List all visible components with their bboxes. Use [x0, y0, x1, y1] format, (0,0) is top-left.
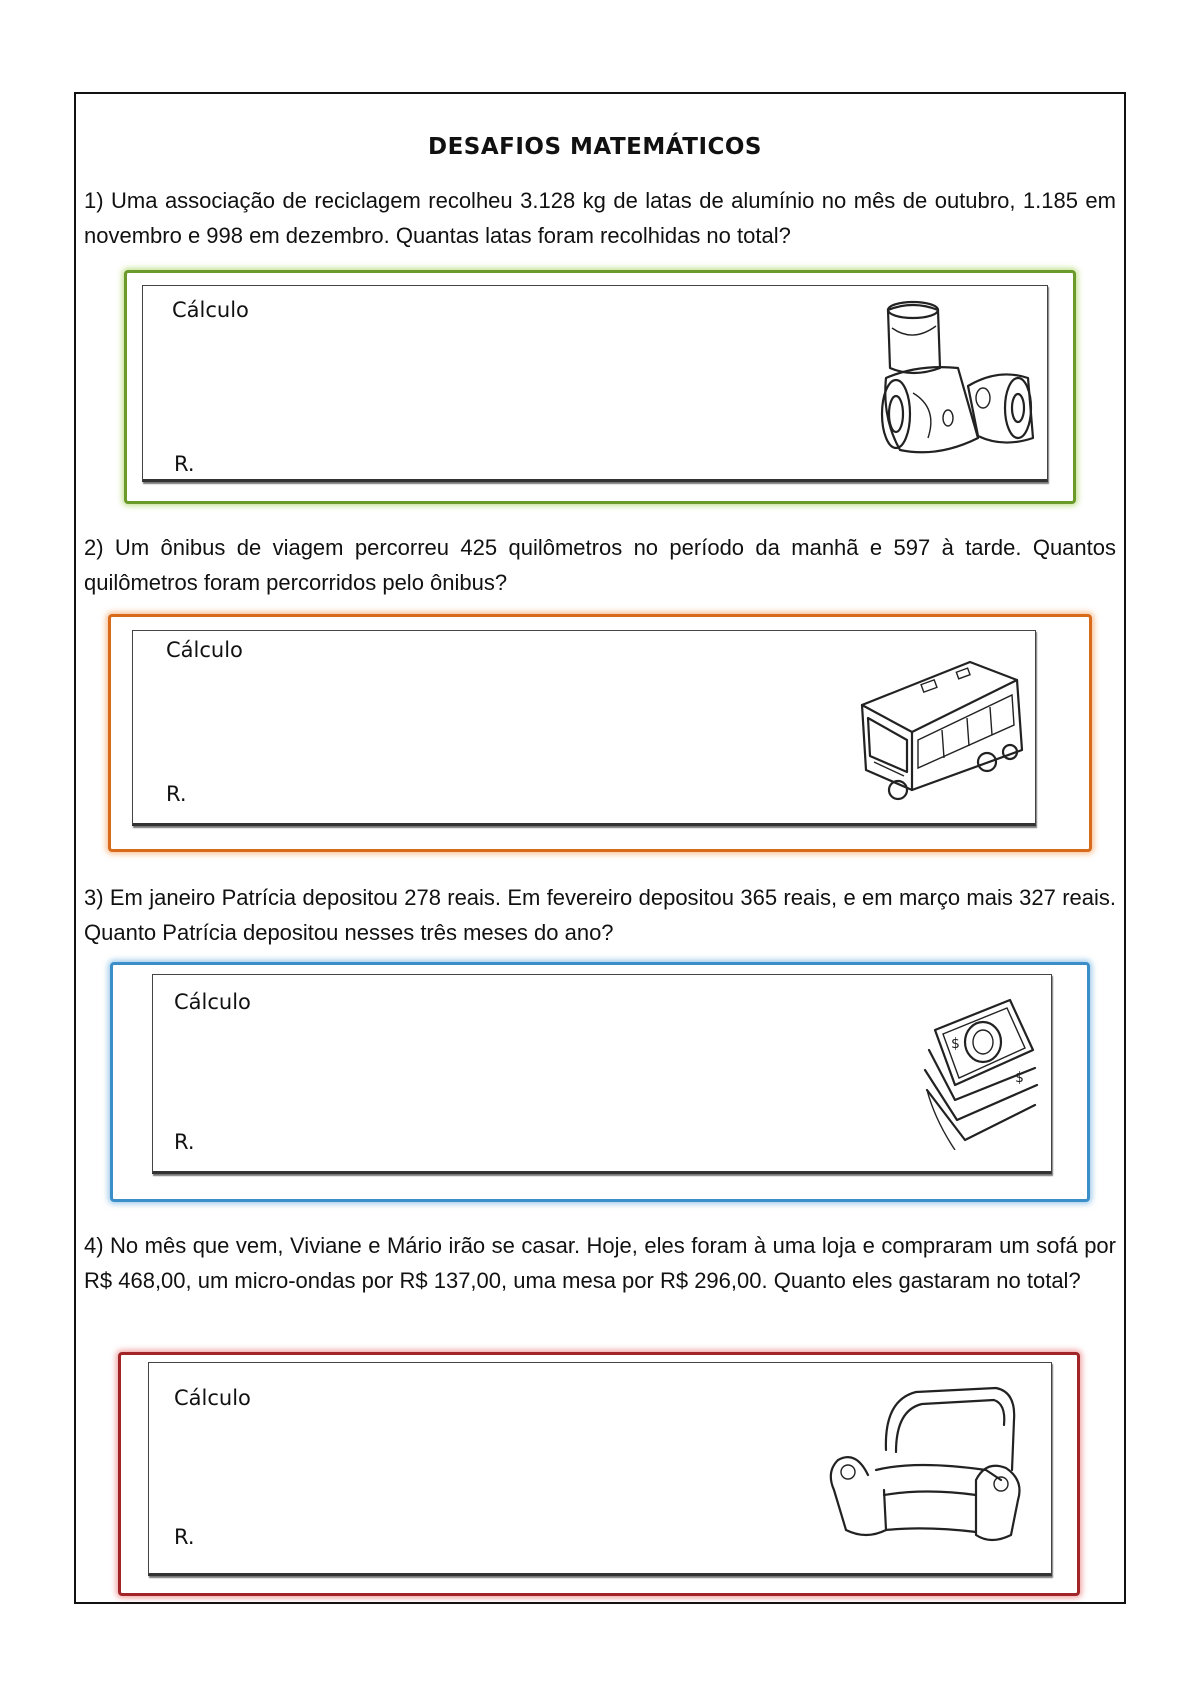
worksheet-title: DESAFIOS MATEMÁTICOS — [427, 134, 762, 160]
svg-text:$: $ — [1015, 1070, 1024, 1086]
banknotes-icon — [915, 990, 1045, 1150]
problem-2-calc-label: Cálculo — [166, 638, 243, 662]
problem-3-answer-label: R. — [174, 1130, 195, 1154]
problem-3-calc-label: Cálculo — [174, 990, 251, 1014]
problem-1-text: 1) Uma associação de reciclagem recolheu 3.128 kg de latas de alumínio no mês de outubro, 1.185 em novembro e 998 em dezembro. Quantas latas foram recolhidas no total? — [84, 188, 1116, 248]
problem-2-text: 2) Um ônibus de viagem percorreu 425 quilômetros no período da manhã e 597 à tarde. Quantos quilômetros foram percorridos pelo ônibus? — [84, 535, 1116, 595]
problem-4-text: 4) No mês que vem, Viviane e Mário irão se casar. Hoje, eles foram à uma loja e compraram um sofá por R$ 468,00, um micro-ondas por R$ 137,00, uma mesa por R$ 296,00. Quanto eles gastaram no total? — [84, 1233, 1116, 1293]
problem-1-answer-label: R. — [174, 452, 195, 476]
problem-2-answer-label: R. — [166, 782, 187, 806]
sofa-icon — [826, 1380, 1026, 1550]
svg-text:$: $ — [951, 1036, 960, 1052]
problem-4-calc-label: Cálculo — [174, 1386, 251, 1410]
problem-1-calc-label: Cálculo — [172, 298, 249, 322]
aluminum-cans-icon — [868, 298, 1038, 468]
problem-4-answer-label: R. — [174, 1525, 195, 1549]
bus-icon — [852, 640, 1032, 810]
problem-3-text: 3) Em janeiro Patrícia depositou 278 reais. Em fevereiro depositou 365 reais, e em março mais 327 reais. Quanto Patrícia depositou nesses três meses do ano? — [84, 885, 1116, 945]
